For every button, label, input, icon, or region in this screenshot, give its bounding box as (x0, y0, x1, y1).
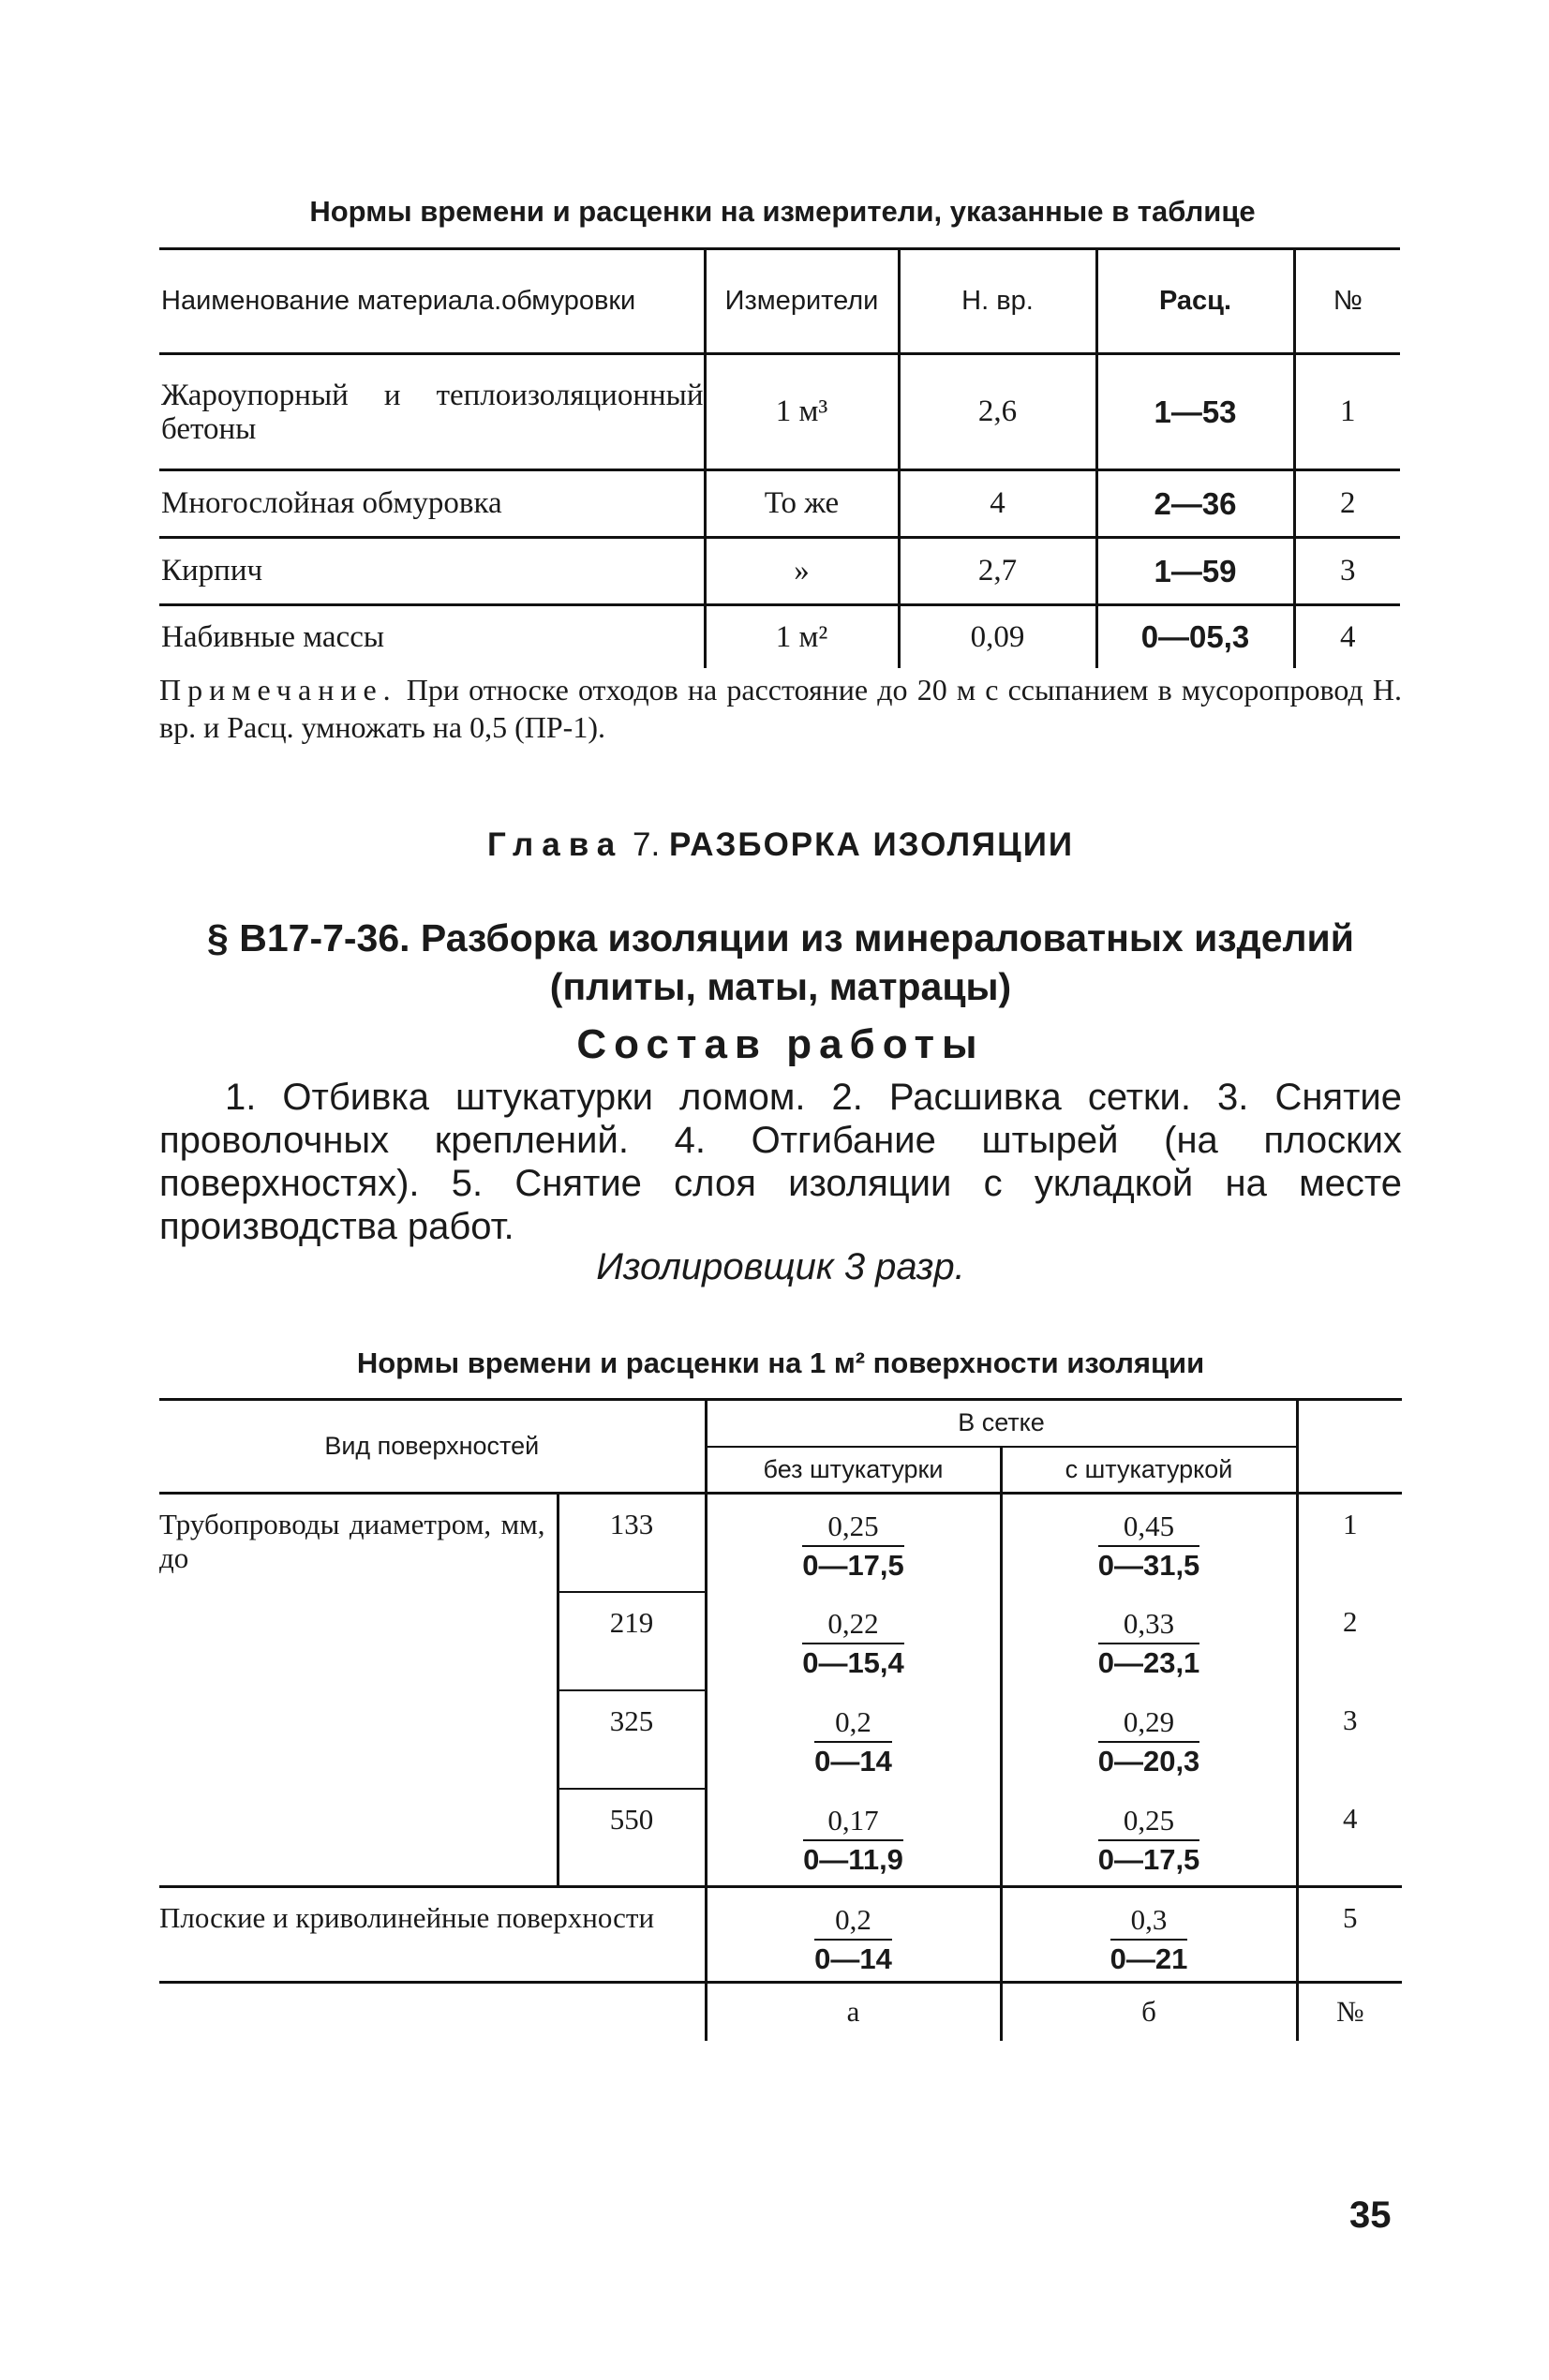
pipelines-label: Трубопроводы диаметром, мм, до (159, 1494, 558, 1887)
table1-header-rate: Расц. (1096, 249, 1294, 354)
pipe-diameter: 133 (558, 1494, 706, 1592)
time-norm: 0,33 (1098, 1605, 1200, 1644)
material-name: Набивные массы (159, 605, 705, 669)
footer-column-no: № (1335, 1995, 1364, 2029)
note-label: Примечание. (159, 673, 397, 707)
chapter-title: РАЗБОРКА ИЗОЛЯЦИИ (668, 826, 1075, 863)
chapter-label: Глава (486, 826, 624, 863)
with-plaster-value (1001, 1887, 1297, 1983)
time-norm: 0,2 (814, 1703, 892, 1743)
table2-header-with-plaster: с штукатуркой (1001, 1447, 1297, 1494)
unit: 1 м³ (705, 354, 899, 470)
time-norm: 0,25 (1098, 1802, 1200, 1841)
section-title-line1: § В17-7-36. Разборка изоляции из минераловатных изделий (207, 916, 1354, 959)
time-norm: 0,45 (1098, 1508, 1200, 1547)
table2-header-no-plaster: без штукатурки (706, 1447, 1001, 1494)
row-number: 3 (1343, 1703, 1358, 1736)
row-number: 4 (1297, 1789, 1402, 1887)
rate: 0—05,3 (1096, 605, 1294, 669)
with-plaster-value (1001, 1789, 1297, 1887)
row-number: 4 (1340, 619, 1356, 654)
norms-table-1 (159, 247, 1400, 668)
row-number: 2 (1343, 1604, 1358, 1638)
time-norm: 2,6 (899, 354, 1096, 470)
chapter-heading (159, 826, 1402, 864)
unit: То же (705, 470, 899, 538)
no-plaster-value (706, 1494, 1001, 1592)
footer-column-a: а (706, 1983, 1001, 2041)
table-row (159, 605, 1400, 669)
pipe-diameter: 219 (558, 1592, 706, 1690)
row-number: 3 (1294, 538, 1400, 605)
table2-header-no-cell (1297, 1400, 1402, 1494)
material-name: Многослойная обмуровка (159, 470, 705, 538)
rate: 0—14 (814, 1942, 892, 1975)
time-norm: 0,2 (814, 1901, 892, 1941)
flat-surfaces-label: Плоские и криволинейные поверхности (159, 1887, 706, 1983)
time-norm: 0,09 (899, 605, 1096, 669)
row-number: 2 (1294, 470, 1400, 538)
row-number: 1 (1343, 1508, 1358, 1540)
time-norm: 0,29 (1098, 1703, 1200, 1743)
table1-header-no: № (1294, 249, 1400, 354)
footer-empty-cell (159, 1983, 706, 2041)
table1-header-material: Наименование материала.обмуровки (159, 249, 705, 354)
pipe-diameter: 550 (558, 1789, 706, 1887)
rate: 0—31,5 (1097, 1549, 1200, 1582)
material-name: Жароупорный и теплоизоляционный бетоны (159, 354, 705, 470)
with-plaster-value (1001, 1592, 1297, 1690)
footer-column-b: б (1001, 1983, 1297, 2041)
rate: 2—36 (1096, 470, 1294, 538)
with-plaster-value (1001, 1494, 1297, 1592)
composition-heading: Состав работы (576, 1021, 985, 1067)
table1-header-time: Н. вр. (899, 249, 1096, 354)
worker-grade: Изолировщик 3 разр. (596, 1246, 965, 1287)
chapter-number: 7. (633, 826, 661, 863)
table1-caption: Нормы времени и расценки на измерители, указанные в таблице (309, 195, 1256, 228)
rate: 0—14 (814, 1744, 892, 1778)
no-plaster-value (706, 1789, 1001, 1887)
no-plaster-value (706, 1887, 1001, 1983)
section-title-line2: (плиты, маты, матрацы) (549, 965, 1012, 1008)
time-norm: 2,7 (899, 538, 1096, 605)
page-number: 35 (1349, 2194, 1392, 2236)
table-row (159, 470, 1400, 538)
table2-header-grid: В сетке (706, 1400, 1297, 1447)
time-norm: 4 (899, 470, 1096, 538)
rate: 0—17,5 (1097, 1842, 1200, 1876)
table2-header-surface: Вид поверхностей (159, 1400, 706, 1494)
table1-header-unit: Измерители (705, 249, 899, 354)
rate: 0—15,4 (802, 1645, 904, 1679)
table2-header-row (159, 1400, 1402, 1447)
row-number: 5 (1297, 1887, 1402, 1983)
table1-header-row (159, 249, 1400, 354)
rate: 1—53 (1096, 354, 1294, 470)
time-norm: 0,17 (803, 1802, 903, 1841)
table-row (159, 354, 1400, 470)
pipe-diameter: 325 (558, 1690, 706, 1789)
time-norm: 0,25 (802, 1508, 904, 1547)
note-text: При относке отходов на расстояние до 20 м с ссыпанием в мусоропровод Н. вр. и Расц. умножать на 0,5 (ПР-1). (159, 673, 1403, 744)
section-heading (159, 914, 1402, 1011)
unit: » (705, 538, 899, 605)
rate: 0—20,3 (1097, 1744, 1200, 1778)
with-plaster-value (1001, 1690, 1297, 1789)
table2-footer-row (159, 1983, 1402, 2041)
rate: 1—59 (1096, 538, 1294, 605)
table2-caption: Нормы времени и расценки на 1 м² поверхности изоляции (356, 1346, 1205, 1379)
no-plaster-value (706, 1690, 1001, 1789)
norms-table-2 (159, 1398, 1402, 2041)
material-name: Кирпич (159, 538, 705, 605)
rate: 0—21 (1110, 1942, 1188, 1975)
row-number: 1 (1294, 354, 1400, 470)
table-row (159, 538, 1400, 605)
unit: 1 м² (705, 605, 899, 669)
table1-note (159, 671, 1402, 746)
rate: 0—17,5 (802, 1549, 904, 1582)
table-row (159, 1887, 1402, 1983)
time-norm: 0,3 (1110, 1901, 1188, 1941)
table-row (159, 1494, 1402, 1592)
rate: 0—23,1 (1097, 1645, 1200, 1679)
composition-text: 1. Отбивка штукатурки ломом. 2. Расшивка сетки. 3. Снятие проволочных креплений. 4. Отгибание штырей (на плоских поверхностях). 5. Снятие слоя изоляции с укладкой на месте производства работ. (159, 1077, 1402, 1247)
rate: 0—11,9 (803, 1842, 903, 1876)
time-norm: 0,22 (802, 1605, 904, 1644)
no-plaster-value (706, 1592, 1001, 1690)
